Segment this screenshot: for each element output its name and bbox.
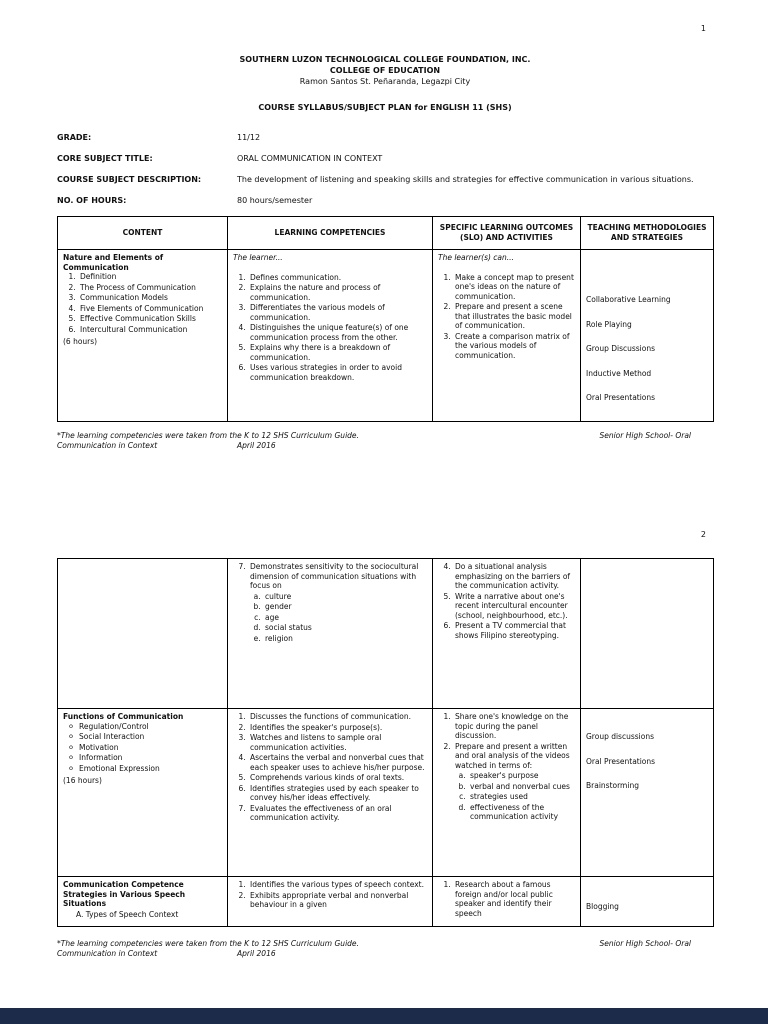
list-item: 3. Communication Models bbox=[78, 293, 222, 303]
footer-line-1 bbox=[57, 939, 713, 949]
list-item: Brainstorming bbox=[586, 781, 639, 790]
list-item: 3. Create a comparison matrix of the various models of communication. bbox=[453, 332, 575, 361]
teaching-list bbox=[586, 253, 708, 403]
slo-list bbox=[438, 880, 575, 918]
footer-note: *The learning competencies were taken from the K to 12 SHS Curriculum Guide. bbox=[57, 939, 359, 948]
hours-note: (6 hours) bbox=[63, 337, 98, 346]
col-header-slo: SPECIFIC LEARNING OUTCOMES (SLO) AND ACTIVITIES bbox=[433, 217, 581, 250]
page-footer bbox=[57, 431, 713, 451]
list-item: 2. Identifies the speaker's purpose(s). bbox=[248, 723, 427, 733]
subject-label: CORE SUBJECT TITLE: bbox=[57, 154, 153, 163]
competencies-list bbox=[233, 712, 427, 823]
list-item: 1. Make a concept map to present one's ideas on the nature of communication. bbox=[453, 273, 575, 302]
content-cell-empty bbox=[58, 559, 228, 709]
list-item: 7. Demonstrates sensitivity to the sociocultural dimension of communication situations with focus on a. culture b. gender c. age d. social status e. religion bbox=[248, 562, 427, 643]
list-item: o Information bbox=[79, 753, 222, 763]
course-meta bbox=[57, 132, 713, 206]
competencies-cell bbox=[228, 250, 433, 422]
list-item: 5. Write a narrative about one's recent intercultural encounter (school, neighbourhood, etc.). bbox=[453, 592, 575, 621]
competencies-list bbox=[233, 273, 427, 383]
list-item: o Social Interaction bbox=[79, 732, 222, 742]
content-title: Communication Competence Strategies in Various Speech Situations bbox=[63, 880, 186, 908]
teaching-cell bbox=[581, 250, 714, 422]
meta-row-subject bbox=[57, 153, 713, 164]
teaching-list bbox=[586, 712, 708, 791]
list-item: Role Playing bbox=[586, 319, 632, 329]
list-item: a. culture bbox=[263, 592, 427, 602]
list-item: 3. Differentiates the various models of communication. bbox=[248, 303, 427, 322]
footer-line-2 bbox=[57, 441, 713, 451]
list-item: o Emotional Expression bbox=[79, 764, 222, 774]
page-number: 2 bbox=[700, 530, 706, 539]
page-number: 1 bbox=[700, 24, 706, 33]
footer-right: Senior High School- Oral bbox=[599, 939, 691, 948]
list-item: 2. Prepare and present a written and oral analysis of the videos watched in terms of: a. speaker's purpose b. verbal and nonverbal cues c. strategies used d. effectiveness of the communication activity bbox=[453, 742, 575, 822]
list-item: 4. Ascertains the verbal and nonverbal cues that each speaker uses to achieve his/her purpose. bbox=[248, 753, 427, 772]
footer-date: April 2016 bbox=[237, 440, 276, 450]
document-page-1 bbox=[0, 0, 768, 500]
meta-row-hours bbox=[57, 195, 713, 206]
list-item: 1. Discusses the functions of communication. bbox=[248, 712, 427, 722]
list-item: 7. Evaluates the effectiveness of an oral communication activity. bbox=[248, 804, 427, 823]
list-item: Group discussions bbox=[586, 732, 654, 741]
content-cell bbox=[58, 709, 228, 877]
page-footer bbox=[57, 939, 713, 959]
teaching-cell bbox=[581, 709, 714, 877]
competencies-intro: The learner... bbox=[233, 253, 283, 262]
list-item: Collaborative Learning bbox=[586, 295, 671, 304]
college-name: COLLEGE OF EDUCATION bbox=[329, 66, 441, 75]
footer-note: *The learning competencies were taken from the K to 12 SHS Curriculum Guide. bbox=[57, 430, 359, 440]
list-item: 3. Watches and listens to sample oral communication activities. bbox=[248, 733, 427, 752]
content-bullet-list bbox=[63, 722, 222, 774]
list-item: b. verbal and nonverbal cues bbox=[468, 782, 575, 792]
list-item: 4. Distinguishes the unique feature(s) of one communication process from the other. bbox=[248, 323, 427, 342]
hours-label: NO. OF HOURS: bbox=[57, 196, 127, 205]
meta-row-description bbox=[57, 174, 713, 185]
hours-value: 80 hours/semester bbox=[237, 196, 313, 205]
table-header-row bbox=[58, 217, 714, 250]
content-title: Nature and Elements of Communication bbox=[63, 253, 164, 272]
list-item: 6. Identifies strategies used by each speaker to convey his/her ideas effectively. bbox=[248, 784, 427, 803]
syllabus-table-page-2 bbox=[57, 558, 714, 927]
competencies-cell bbox=[228, 709, 433, 877]
list-item: Blogging bbox=[586, 902, 619, 911]
grade-label: GRADE: bbox=[57, 133, 92, 142]
list-item: 2. The Process of Communication bbox=[78, 283, 222, 293]
col-header-teaching: TEACHING METHODOLOGIES AND STRATEGIES bbox=[581, 217, 714, 250]
footer-date: April 2016 bbox=[237, 949, 276, 958]
document-header bbox=[57, 0, 713, 87]
list-item: o Motivation bbox=[79, 743, 222, 753]
list-item: 1. Identifies the various types of speech context. bbox=[248, 880, 427, 890]
school-address: Ramon Santos St. Peñaranda, Legazpi City bbox=[299, 77, 471, 86]
content-cell bbox=[58, 250, 228, 422]
list-item: 1. Definition bbox=[78, 272, 222, 282]
teaching-cell bbox=[581, 877, 714, 927]
competencies-list bbox=[233, 880, 427, 910]
list-item: o Regulation/Control bbox=[79, 722, 222, 732]
list-item: d. effectiveness of the communication activity bbox=[468, 803, 575, 822]
meta-row-grade bbox=[57, 132, 713, 143]
list-item: 1. Research about a famous foreign and/or local public speaker and identify their speech bbox=[453, 880, 575, 918]
list-item: 4. Do a situational analysis emphasizing on the barriers of the communication activity. bbox=[453, 562, 575, 591]
footer-right: Senior High School- Oral bbox=[599, 430, 691, 440]
subject-value: ORAL COMMUNICATION IN CONTEXT bbox=[237, 154, 383, 163]
description-value: The development of listening and speaking skills and strategies for effective communication in various situations. bbox=[237, 175, 694, 184]
slo-list bbox=[438, 712, 575, 822]
list-item: 6. Present a TV commercial that shows Filipino stereotyping. bbox=[453, 621, 575, 640]
slo-intro: The learner(s) can... bbox=[438, 253, 514, 262]
table-row-continuation bbox=[58, 559, 714, 709]
slo-cell bbox=[433, 559, 581, 709]
next-page-edge bbox=[0, 1008, 768, 1024]
footer-course: Communication in Context bbox=[57, 949, 158, 958]
list-item: d. social status bbox=[263, 623, 427, 633]
list-item: 2. Exhibits appropriate verbal and nonverbal behaviour in a given bbox=[248, 891, 427, 910]
competencies-cell bbox=[228, 877, 433, 927]
teaching-list bbox=[586, 880, 708, 912]
slo-cell bbox=[433, 709, 581, 877]
list-item: 1. Share one's knowledge on the topic during the panel discussion. bbox=[453, 712, 575, 741]
table-row-competence-strategies bbox=[58, 877, 714, 927]
footer-course: Communication in Context bbox=[57, 440, 158, 450]
competencies-cell bbox=[228, 559, 433, 709]
list-item: 5. Effective Communication Skills bbox=[78, 314, 222, 324]
list-item: Oral Presentations bbox=[586, 756, 656, 766]
grade-value: 11/12 bbox=[237, 133, 261, 142]
content-subitem: A. Types of Speech Context bbox=[76, 909, 179, 919]
list-item: 5. Explains why there is a breakdown of communication. bbox=[248, 343, 427, 362]
footer-line-1 bbox=[57, 431, 713, 441]
list-item: 6. Intercultural Communication bbox=[78, 325, 222, 335]
list-item: 1. Defines communication. bbox=[248, 273, 427, 283]
slo-cell bbox=[433, 877, 581, 927]
teaching-cell-empty bbox=[581, 559, 714, 709]
col-header-content: CONTENT bbox=[58, 217, 228, 250]
list-item: Inductive Method bbox=[586, 368, 652, 378]
list-item: 2. Prepare and present a scene that illustrates the basic model of communication. bbox=[453, 302, 575, 331]
list-item: c. strategies used bbox=[468, 792, 575, 802]
syllabus-table-page-1 bbox=[57, 216, 714, 422]
list-item: 4. Five Elements of Communication bbox=[78, 304, 222, 314]
slo-list bbox=[438, 273, 575, 361]
list-item: Oral Presentations bbox=[586, 393, 656, 402]
list-item: 6. Uses various strategies in order to avoid communication breakdown. bbox=[248, 363, 427, 382]
table-row-functions bbox=[58, 709, 714, 877]
footer-line-2 bbox=[57, 949, 713, 959]
list-item: c. age bbox=[263, 613, 427, 623]
content-list bbox=[63, 272, 222, 334]
course-title: COURSE SYLLABUS/SUBJECT PLAN for ENGLISH 11 (SHS) bbox=[258, 103, 512, 112]
list-item: 5. Comprehends various kinds of oral texts. bbox=[248, 773, 427, 783]
table-row bbox=[58, 250, 714, 422]
slo-cell bbox=[433, 250, 581, 422]
content-cell bbox=[58, 877, 228, 927]
list-item: a. speaker's purpose bbox=[468, 771, 575, 781]
col-header-competencies: LEARNING COMPETENCIES bbox=[228, 217, 433, 250]
school-name: SOUTHERN LUZON TECHNOLOGICAL COLLEGE FOUNDATION, INC. bbox=[239, 55, 531, 64]
list-item: e. religion bbox=[263, 634, 427, 644]
slo-list bbox=[438, 562, 575, 640]
list-item: 2. Explains the nature and process of communication. bbox=[248, 283, 427, 302]
list-item: b. gender bbox=[263, 602, 427, 612]
list-item: Group Discussions bbox=[586, 344, 656, 353]
competencies-list bbox=[233, 562, 427, 643]
content-title: Functions of Communication bbox=[63, 712, 184, 721]
document-page-2 bbox=[0, 500, 768, 1008]
description-label: COURSE SUBJECT DESCRIPTION: bbox=[57, 175, 202, 184]
hours-note: (16 hours) bbox=[63, 776, 102, 785]
